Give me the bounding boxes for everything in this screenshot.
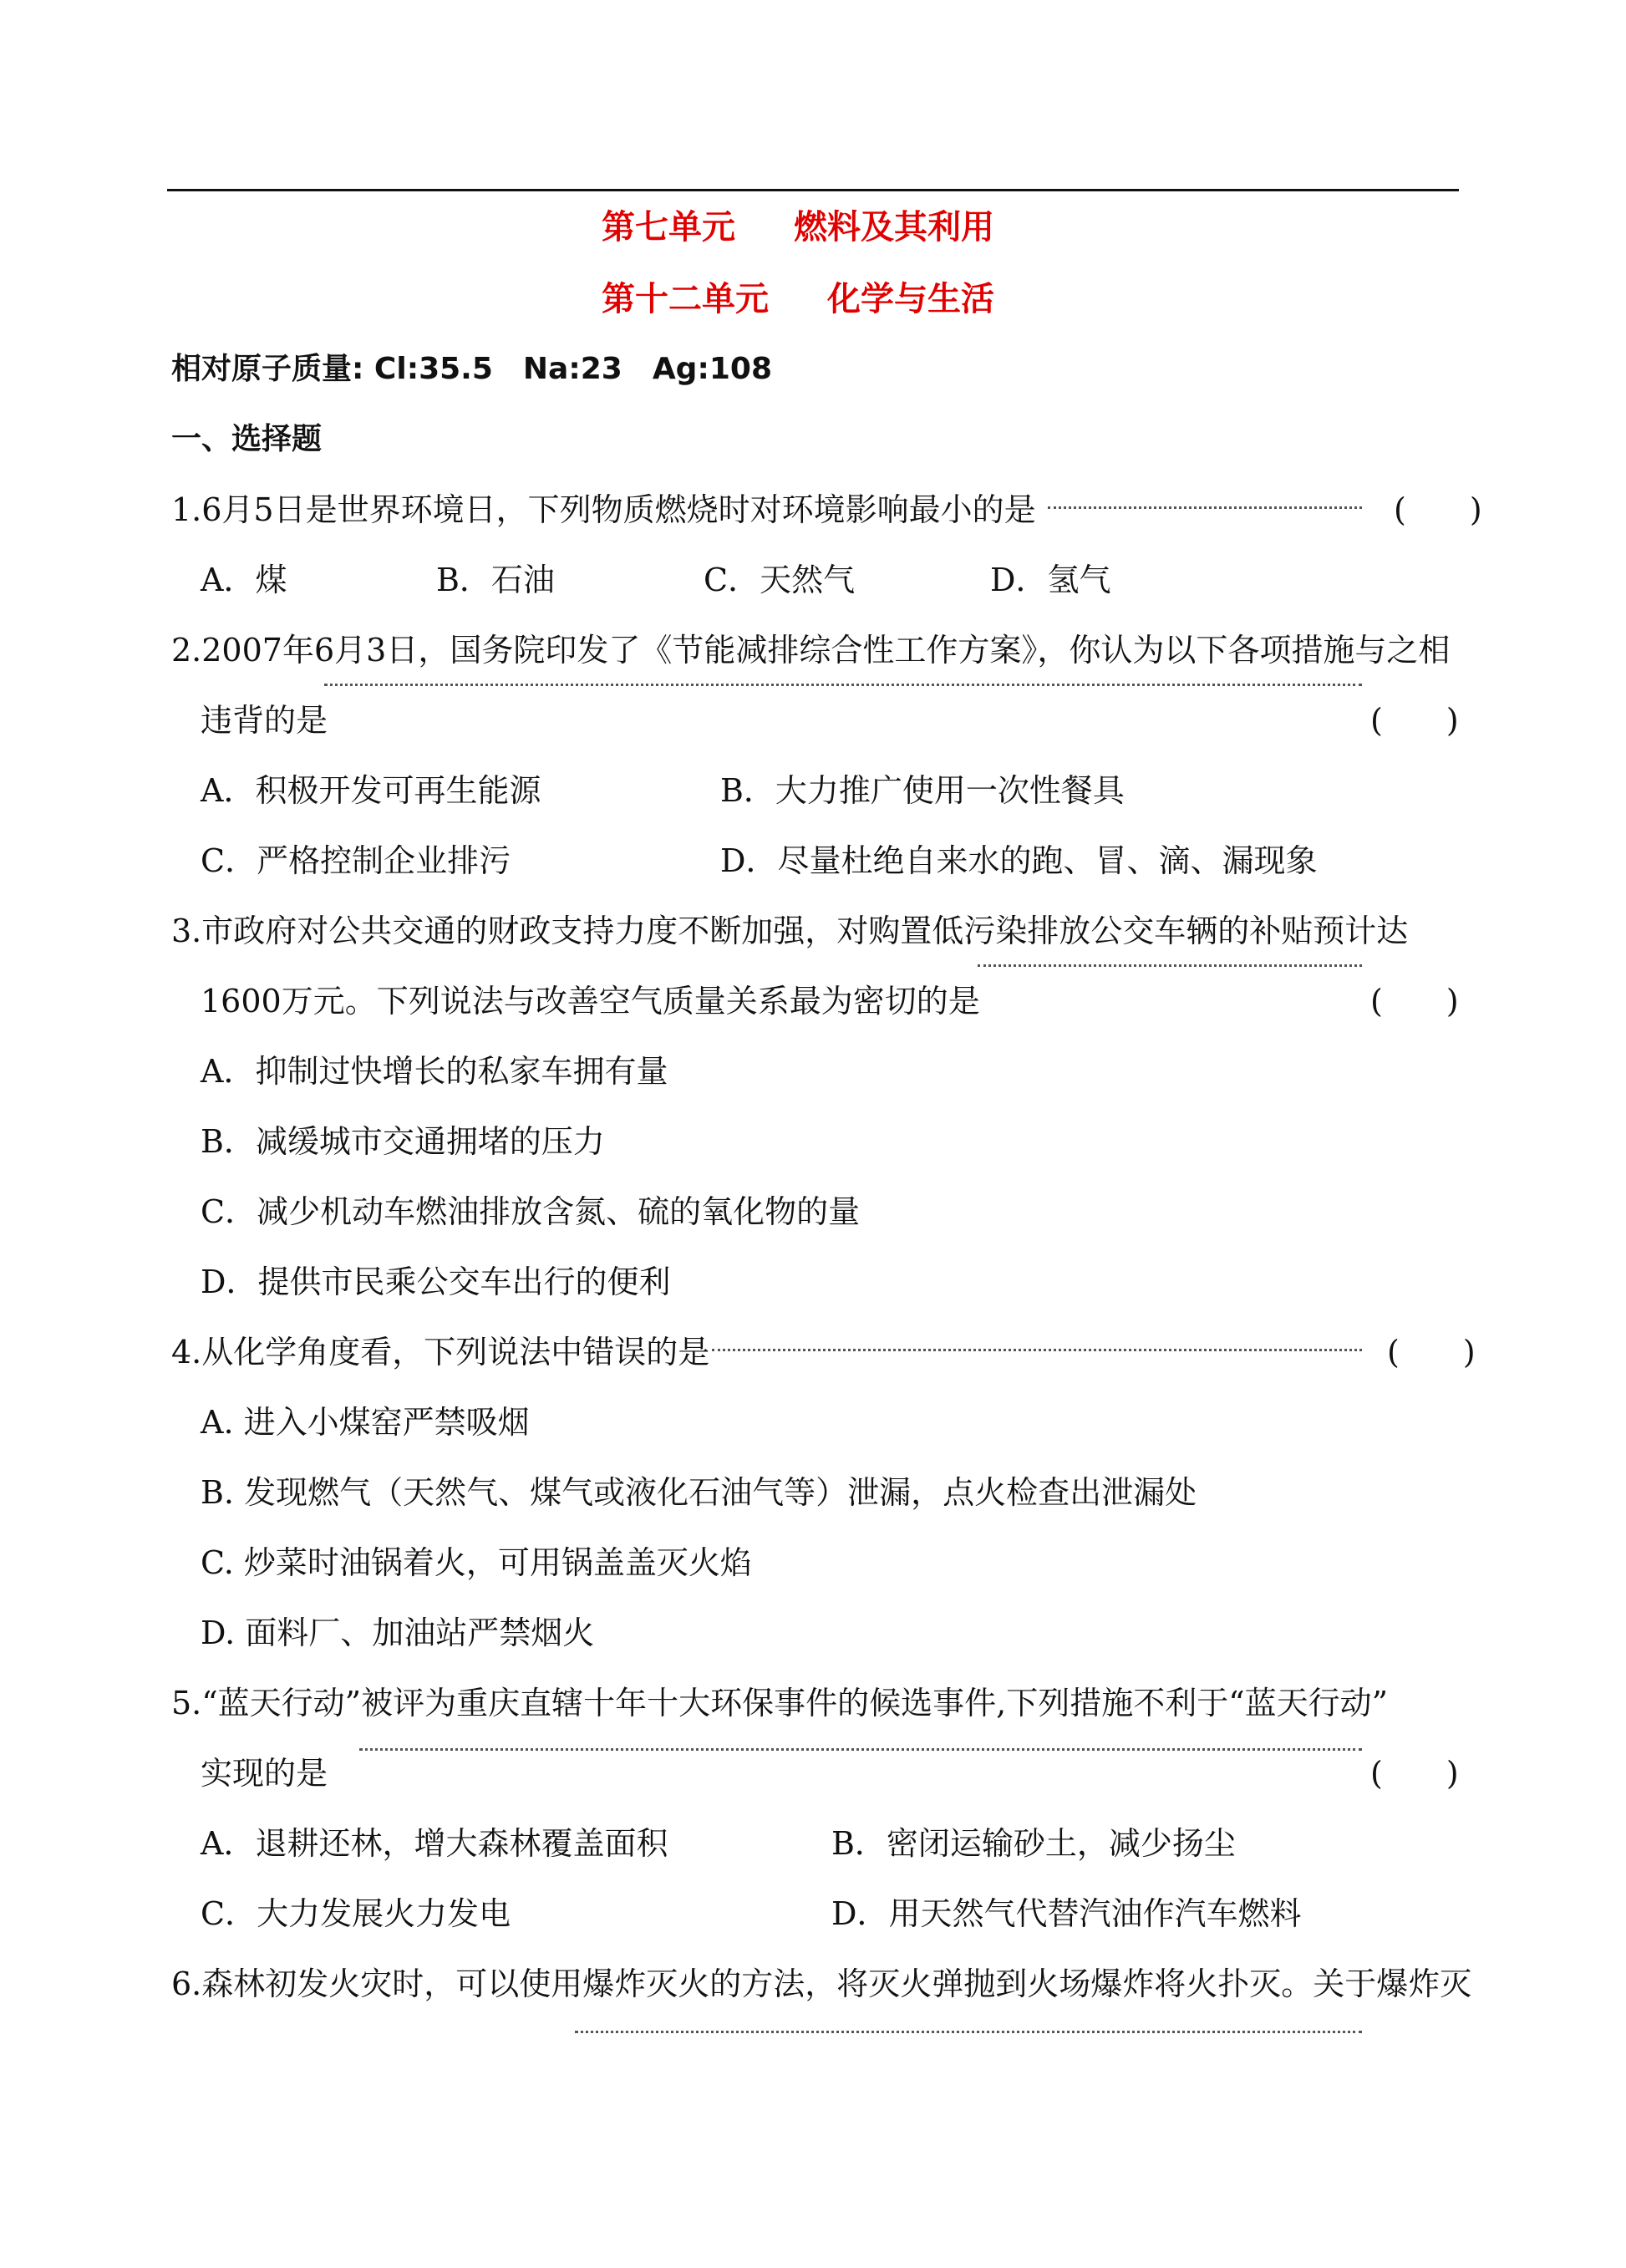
question-1-option-b: B．石油 <box>436 562 555 598</box>
question-5-stem: 5.“蓝天行动”被评为重庆直辖十年十大环保事件的候选事件,下列措施不利于“蓝天行动” <box>171 1685 1389 1721</box>
question-5-stem-continued: 实现的是 <box>201 1755 328 1792</box>
question-3-stem: 3.市政府对公共交通的财政支持力度不断加强，对购置低污染排放公交车辆的补贴预计达 <box>171 913 1409 949</box>
question-4-option-c: C. 炒菜时油锅着火，可用锅盖盖灭火焰 <box>201 1544 752 1581</box>
question-1-option-c: C．天然气 <box>704 562 856 598</box>
question-2-stem: 2.2007年6月3日，国务院印发了《节能减排综合性工作方案》，你认为以下各项措施与之相 <box>171 632 1451 669</box>
section-heading: 一、选择题 <box>171 422 323 456</box>
question-4-stem: 4.从化学角度看，下列说法中错误的是 <box>171 1334 710 1370</box>
question-1-dotted-leader <box>1048 506 1362 509</box>
question-4-answer-paren: ( ) <box>1387 1334 1476 1370</box>
question-2-option-d: D．尽量杜绝自来水的跑、冒、滴、漏现象 <box>720 842 1318 879</box>
question-2-answer-paren: ( ) <box>1370 702 1459 739</box>
question-3-option-b: B．减缓城市交通拥堵的压力 <box>201 1123 605 1160</box>
question-2-dotted-leader <box>324 684 1362 686</box>
question-5-dotted-leader <box>359 1748 1362 1751</box>
title-unit-12-name: 化学与生活 <box>827 280 994 318</box>
question-4-option-d: D. 面料厂、加油站严禁烟火 <box>201 1615 595 1651</box>
question-4-option-a: A. 进入小煤窑严禁吸烟 <box>201 1404 530 1441</box>
question-6-stem: 6.森林初发火灾时，可以使用爆炸灭火的方法，将灭火弹抛到火场爆炸将火扑灭。关于爆炸灭 <box>171 1965 1472 2002</box>
question-1-stem: 1.6月5日是世界环境日，下列物质燃烧时对环境影响最小的是 <box>171 491 1036 528</box>
title-unit-7-name: 燃料及其利用 <box>794 208 994 247</box>
question-4-dotted-leader <box>712 1349 1362 1351</box>
question-5-option-b: B．密闭运输砂土，减少扬尘 <box>831 1825 1236 1862</box>
question-2-option-c: C．严格控制企业排污 <box>201 842 511 879</box>
question-2-option-a: A．积极开发可再生能源 <box>201 772 541 809</box>
question-6-dotted-leader <box>575 2031 1362 2033</box>
question-3-dotted-leader <box>978 964 1362 967</box>
question-5-option-a: A．退耕还林，增大森林覆盖面积 <box>201 1825 668 1862</box>
question-5-option-c: C．大力发展火力发电 <box>201 1895 511 1932</box>
question-3-option-d: D．提供市民乘公交车出行的便利 <box>201 1264 671 1300</box>
question-1-option-d: D．氢气 <box>990 562 1111 598</box>
question-4-option-b: B. 发现燃气（天然气、煤气或液化石油气等）泄漏，点火检查出泄漏处 <box>201 1474 1197 1511</box>
question-3-option-a: A．抑制过快增长的私家车拥有量 <box>201 1053 668 1090</box>
question-2-option-b: B．大力推广使用一次性餐具 <box>720 772 1125 809</box>
question-5-option-d: D．用天然气代替汽油作汽车燃料 <box>831 1895 1302 1932</box>
question-3-option-c: C．减少机动车燃油排放含氮、硫的氧化物的量 <box>201 1193 861 1230</box>
title-unit-7-number: 第七单元 <box>602 208 735 247</box>
header-rule <box>167 189 1459 191</box>
question-3-stem-continued: 1600万元。下列说法与改善空气质量关系最为密切的是 <box>201 983 980 1020</box>
question-1-answer-paren: ( ) <box>1394 491 1482 528</box>
question-5-answer-paren: ( ) <box>1370 1755 1459 1792</box>
title-unit-12 <box>602 279 994 319</box>
title-unit-12-number: 第十二单元 <box>602 280 769 318</box>
atomic-mass-line: 相对原子质量: Cl:35.5 Na:23 Ag:108 <box>171 352 772 386</box>
question-2-stem-continued: 违背的是 <box>201 702 328 739</box>
question-1-option-a: A．煤 <box>201 562 287 598</box>
question-3-answer-paren: ( ) <box>1370 983 1459 1020</box>
title-unit-7 <box>602 207 994 247</box>
